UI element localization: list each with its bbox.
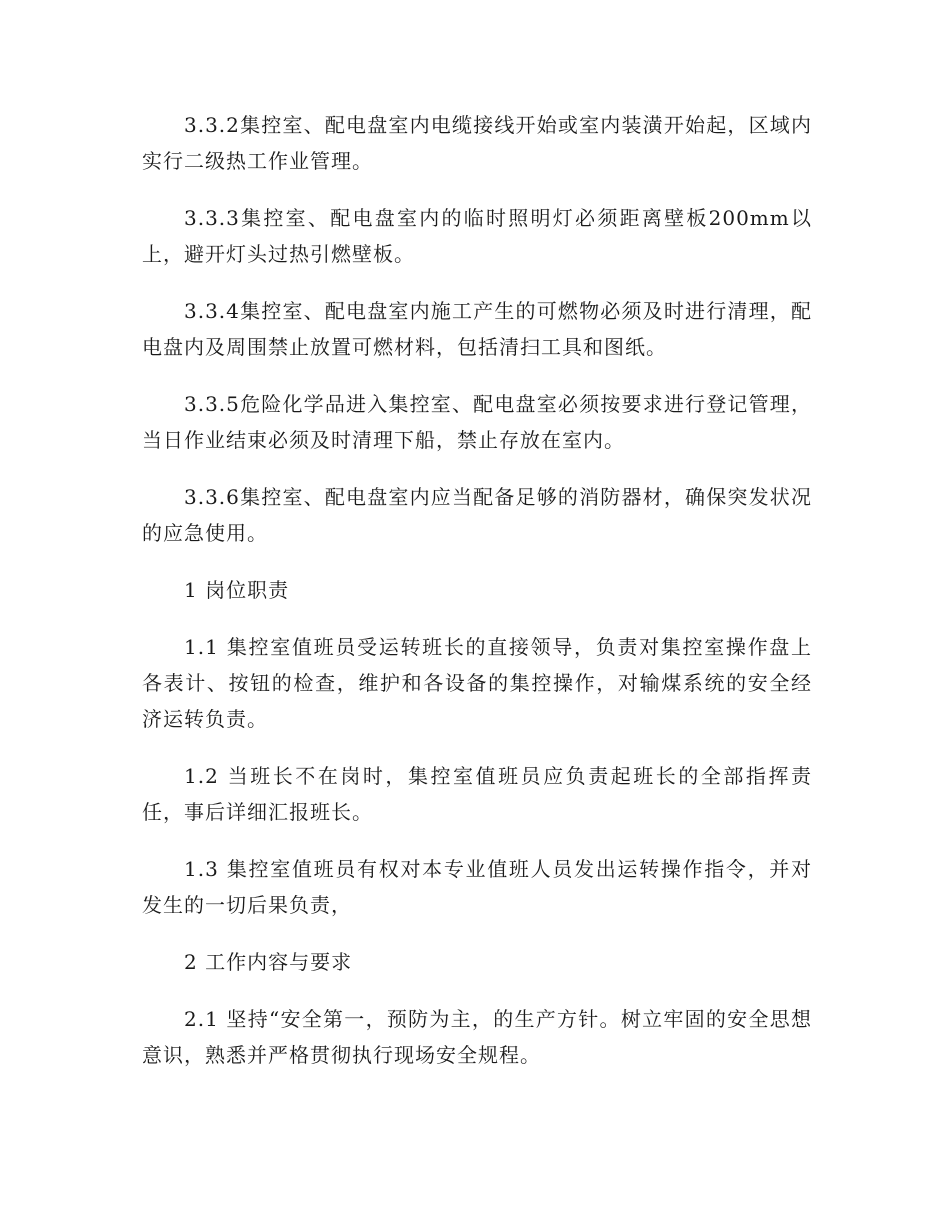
paragraph-3-3-4: 3.3.4集控室、配电盘室内施工产生的可燃物必须及时进行清理，配电盘内及周围禁止放置可燃材料，包括清扫工具和图纸。 bbox=[142, 299, 812, 359]
document-body bbox=[142, 107, 812, 1094]
paragraph-1-3: 1.3 集控室值班员有权对本专业值班人员发出运转操作指令，并对发生的一切后果负责， bbox=[142, 857, 812, 917]
section-heading-1: 1 岗位职责 bbox=[184, 578, 290, 602]
paragraph-3-3-2: 3.3.2集控室、配电盘室内电缆接线开始或室内装潢开始起，区域内实行二级热工作业管理。 bbox=[142, 113, 812, 173]
section-heading-2: 2 工作内容与要求 bbox=[184, 950, 353, 974]
paragraph-3-3-6: 3.3.6集控室、配电盘室内应当配备足够的消防器材，确保突发状况的应急使用。 bbox=[142, 485, 812, 545]
paragraph-1-1: 1.1 集控室值班员受运转班长的直接领导，负责对集控室操作盘上各表计、按钮的检查，维护和各设备的集控操作，对输煤系统的安全经济运转负责。 bbox=[142, 635, 812, 731]
paragraph-1-2: 1.2 当班长不在岗时，集控室值班员应负责起班长的全部指挥责任，事后详细汇报班长。 bbox=[142, 764, 812, 824]
paragraph-3-3-3: 3.3.3集控室、配电盘室内的临时照明灯必须距离壁板200mm以上，避开灯头过热引燃壁板。 bbox=[142, 206, 812, 266]
paragraph-2-1: 2.1 坚持“安全第一，预防为主，的生产方针。树立牢固的安全思想意识，熟悉并严格贯彻执行现场安全规程。 bbox=[142, 1007, 812, 1067]
paragraph-3-3-5: 3.3.5危险化学品进入集控室、配电盘室必须按要求进行登记管理，当日作业结束必须及时清理下船，禁止存放在室内。 bbox=[142, 392, 812, 452]
